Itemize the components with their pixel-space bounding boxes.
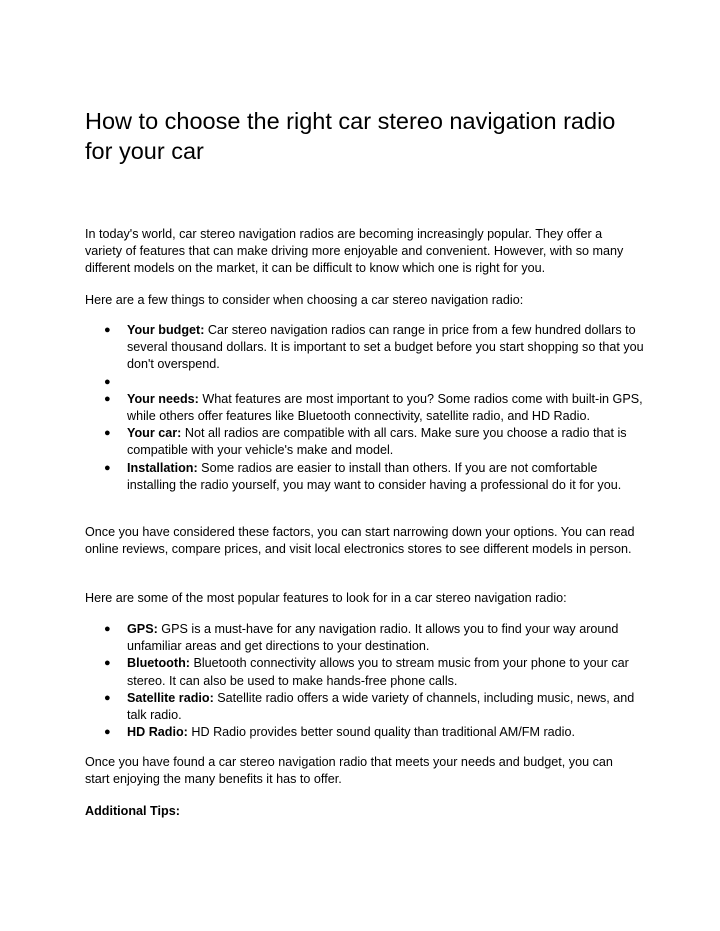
narrowing-paragraph: Once you have considered these factors, you can start narrowing down your options. You can read online reviews, compare prices, and visit local electronics stores to see different models in person. bbox=[85, 525, 635, 557]
list-item bbox=[85, 425, 645, 459]
considerations-lead: Here are a few things to consider when choosing a car stereo navigation radio: bbox=[85, 293, 524, 307]
list-item bbox=[85, 374, 645, 391]
item-text: Not all radios are compatible with all cars. Make sure you choose a radio that is compatible with your vehicle's make and model. bbox=[127, 426, 627, 458]
list-item bbox=[85, 460, 645, 494]
item-term: GPS: bbox=[127, 622, 158, 636]
item-term: Bluetooth: bbox=[127, 656, 190, 671]
item-text: What features are most important to you? Some radios come with built-in GPS, while others offer features like Bluetooth connectivity, satellite radio, and HD Radio. bbox=[127, 391, 643, 423]
item-term: Your budget: bbox=[127, 323, 205, 337]
list-item bbox=[85, 322, 645, 374]
bullet-icon: ● bbox=[104, 657, 111, 670]
closing-paragraph: Once you have found a car stereo navigation radio that meets your needs and budget, you can start enjoying the many benefits it has to offer. bbox=[85, 755, 613, 787]
bullet-icon: ● bbox=[104, 461, 111, 474]
item-text: HD Radio provides better sound quality than traditional AM/FM radio. bbox=[187, 725, 575, 740]
bullet-icon: ● bbox=[104, 691, 111, 704]
item-text: Car stereo navigation radios can range in price from a few hundred dollars to several thousand dollars. It is important to set a budget before you start shopping so that you don't overspend. bbox=[127, 323, 644, 372]
item-term: Your car: bbox=[127, 426, 182, 441]
bullet-icon: ● bbox=[104, 392, 111, 405]
item-term: HD Radio: bbox=[127, 725, 188, 740]
list-item bbox=[85, 724, 645, 741]
considerations-list bbox=[85, 322, 645, 494]
bullet-icon: ● bbox=[104, 726, 111, 739]
item-text: Satellite radio offers a wide variety of channels, including music, news, and talk radio. bbox=[127, 690, 635, 723]
list-item bbox=[85, 391, 645, 425]
bullet-icon: ● bbox=[104, 375, 111, 388]
item-text: Some radios are easier to install than others. If you are not comfortable installing the radio yourself, you may want to consider having a professional do it for you. bbox=[127, 460, 622, 492]
item-term: Installation: bbox=[127, 460, 198, 475]
item-term: Your needs: bbox=[127, 391, 199, 406]
features-list bbox=[85, 621, 645, 741]
list-item bbox=[85, 621, 645, 655]
item-text: Bluetooth connectivity allows you to stream music from your phone to your car stereo. It can also be used to make hands-free phone calls. bbox=[127, 656, 629, 688]
list-item bbox=[85, 690, 645, 724]
bullet-icon: ● bbox=[104, 324, 111, 336]
features-lead: Here are some of the most popular features to look for in a car stereo navigation radio: bbox=[85, 591, 567, 605]
bullet-icon: ● bbox=[104, 427, 111, 440]
intro-paragraph: In today's world, car stereo navigation radios are becoming increasingly popular. They offer a variety of features that can make driving more enjoyable and convenient. However, with so many different models on the market, it can be difficult to know which one is right for you. bbox=[85, 227, 624, 276]
bullet-icon: ● bbox=[104, 623, 111, 635]
item-text: GPS is a must-have for any navigation radio. It allows you to find your way around unfamiliar areas and get directions to your destination. bbox=[127, 622, 619, 654]
document-title: How to choose the right car stereo navigation radio for your car bbox=[85, 108, 616, 164]
item-term: Satellite radio: bbox=[127, 690, 214, 705]
additional-tips-heading: Additional Tips: bbox=[85, 804, 180, 818]
list-item bbox=[85, 655, 645, 689]
